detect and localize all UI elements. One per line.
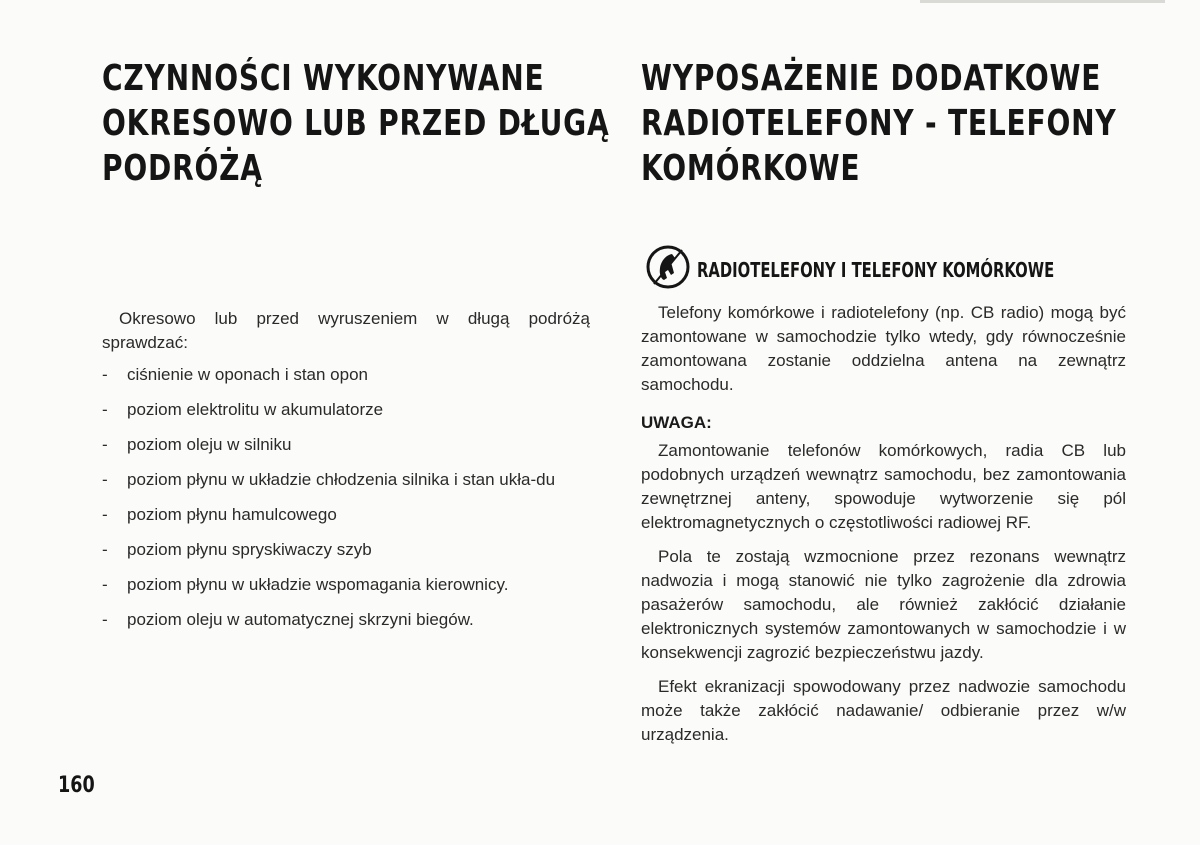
right-heading-line-2: RADIOTELEFONY - TELEFONY bbox=[641, 103, 1117, 144]
page-number: 160 bbox=[58, 773, 95, 798]
left-column bbox=[102, 56, 610, 643]
paragraph-warning: Zamontowanie telefonów komórkowych, radia CB lub podobnych urządzeń wewnątrz samochodu, bez zamontowania zewnętrznej anteny, spowoduje wytworzenie się pól elektromagnetycznych o częstotliwości radiowej RF. bbox=[641, 441, 1126, 532]
list-item-text: poziom płynu hamulcowego bbox=[127, 505, 337, 524]
right-heading-line-3: KOMÓRKOWE bbox=[641, 148, 861, 189]
phone-icon bbox=[645, 244, 691, 290]
intro-paragraph: Okresowo lub przed wyruszeniem w długą podróżą sprawdzać: bbox=[102, 309, 590, 352]
list-item-text: poziom płynu spryskiwaczy szyb bbox=[127, 540, 372, 559]
top-divider bbox=[920, 0, 1165, 3]
list-item bbox=[102, 398, 590, 422]
paragraph-resonance: Pola te zostają wzmocnione przez rezonans wewnątrz nadwozia i mogą stanowić nie tylko zagrożenie dla zdrowia pasażerów samochodu, ale również zakłócić działanie elektronicznych systemów zamontowanych w samochodzie i w konsekwencji zagrozić bezpieczeństwu jazdy. bbox=[641, 547, 1126, 662]
dash-marker: - bbox=[102, 365, 108, 384]
paragraph-shielding: Efekt ekranizacji spowodowany przez nadwozie samochodu może także zakłócić nadawanie/ odbieranie przez w/w urządzenia. bbox=[641, 677, 1126, 744]
list-item-text: poziom płynu w układzie wspomagania kierownicy. bbox=[127, 575, 509, 594]
right-heading-line-1: WYPOSAŻENIE DODATKOWE bbox=[641, 58, 1102, 99]
list-item bbox=[102, 538, 590, 562]
left-heading-line-3: PODRÓŻĄ bbox=[102, 148, 263, 189]
list-item bbox=[102, 608, 590, 632]
dash-marker: - bbox=[102, 400, 108, 419]
section-subheading bbox=[641, 244, 1126, 292]
list-item-text: poziom oleju w automatycznej skrzyni biegów. bbox=[127, 610, 474, 629]
list-item-text: poziom płynu w układzie chłodzenia silnika i stan ukła-du bbox=[127, 470, 556, 489]
list-item bbox=[102, 573, 590, 597]
warning-label: UWAGA: bbox=[641, 413, 712, 432]
list-item bbox=[102, 468, 590, 492]
list-item-text: poziom elektrolitu w akumulatorze bbox=[127, 400, 384, 419]
left-heading-line-2: OKRESOWO LUB PRZED DŁUGĄ bbox=[102, 103, 610, 144]
dash-marker: - bbox=[102, 610, 108, 629]
right-column bbox=[641, 56, 1126, 747]
subheading-text: RADIOTELEFONY I TELEFONY KOMÓRKOWE bbox=[697, 258, 1055, 282]
list-item-text: poziom oleju w silniku bbox=[127, 435, 292, 454]
list-item bbox=[102, 363, 590, 387]
dash-marker: - bbox=[102, 470, 108, 489]
list-item-text: ciśnienie w oponach i stan opon bbox=[127, 365, 368, 384]
checklist bbox=[102, 363, 590, 632]
dash-marker: - bbox=[102, 575, 108, 594]
dash-marker: - bbox=[102, 435, 108, 454]
left-heading bbox=[102, 56, 610, 191]
left-heading-line-1: CZYNNOŚCI WYKONYWANE bbox=[102, 58, 545, 99]
list-item bbox=[102, 503, 590, 527]
dash-marker: - bbox=[102, 540, 108, 559]
paragraph-mounting: Telefony komórkowe i radiotelefony (np. CB radio) mogą być zamontowane w samochodzie tylko wtedy, gdy równocześnie zamontowana zostanie oddzielna antena na zewnątrz samochodu. bbox=[641, 303, 1126, 394]
list-item bbox=[102, 433, 590, 457]
dash-marker: - bbox=[102, 505, 108, 524]
right-heading bbox=[641, 56, 1125, 191]
